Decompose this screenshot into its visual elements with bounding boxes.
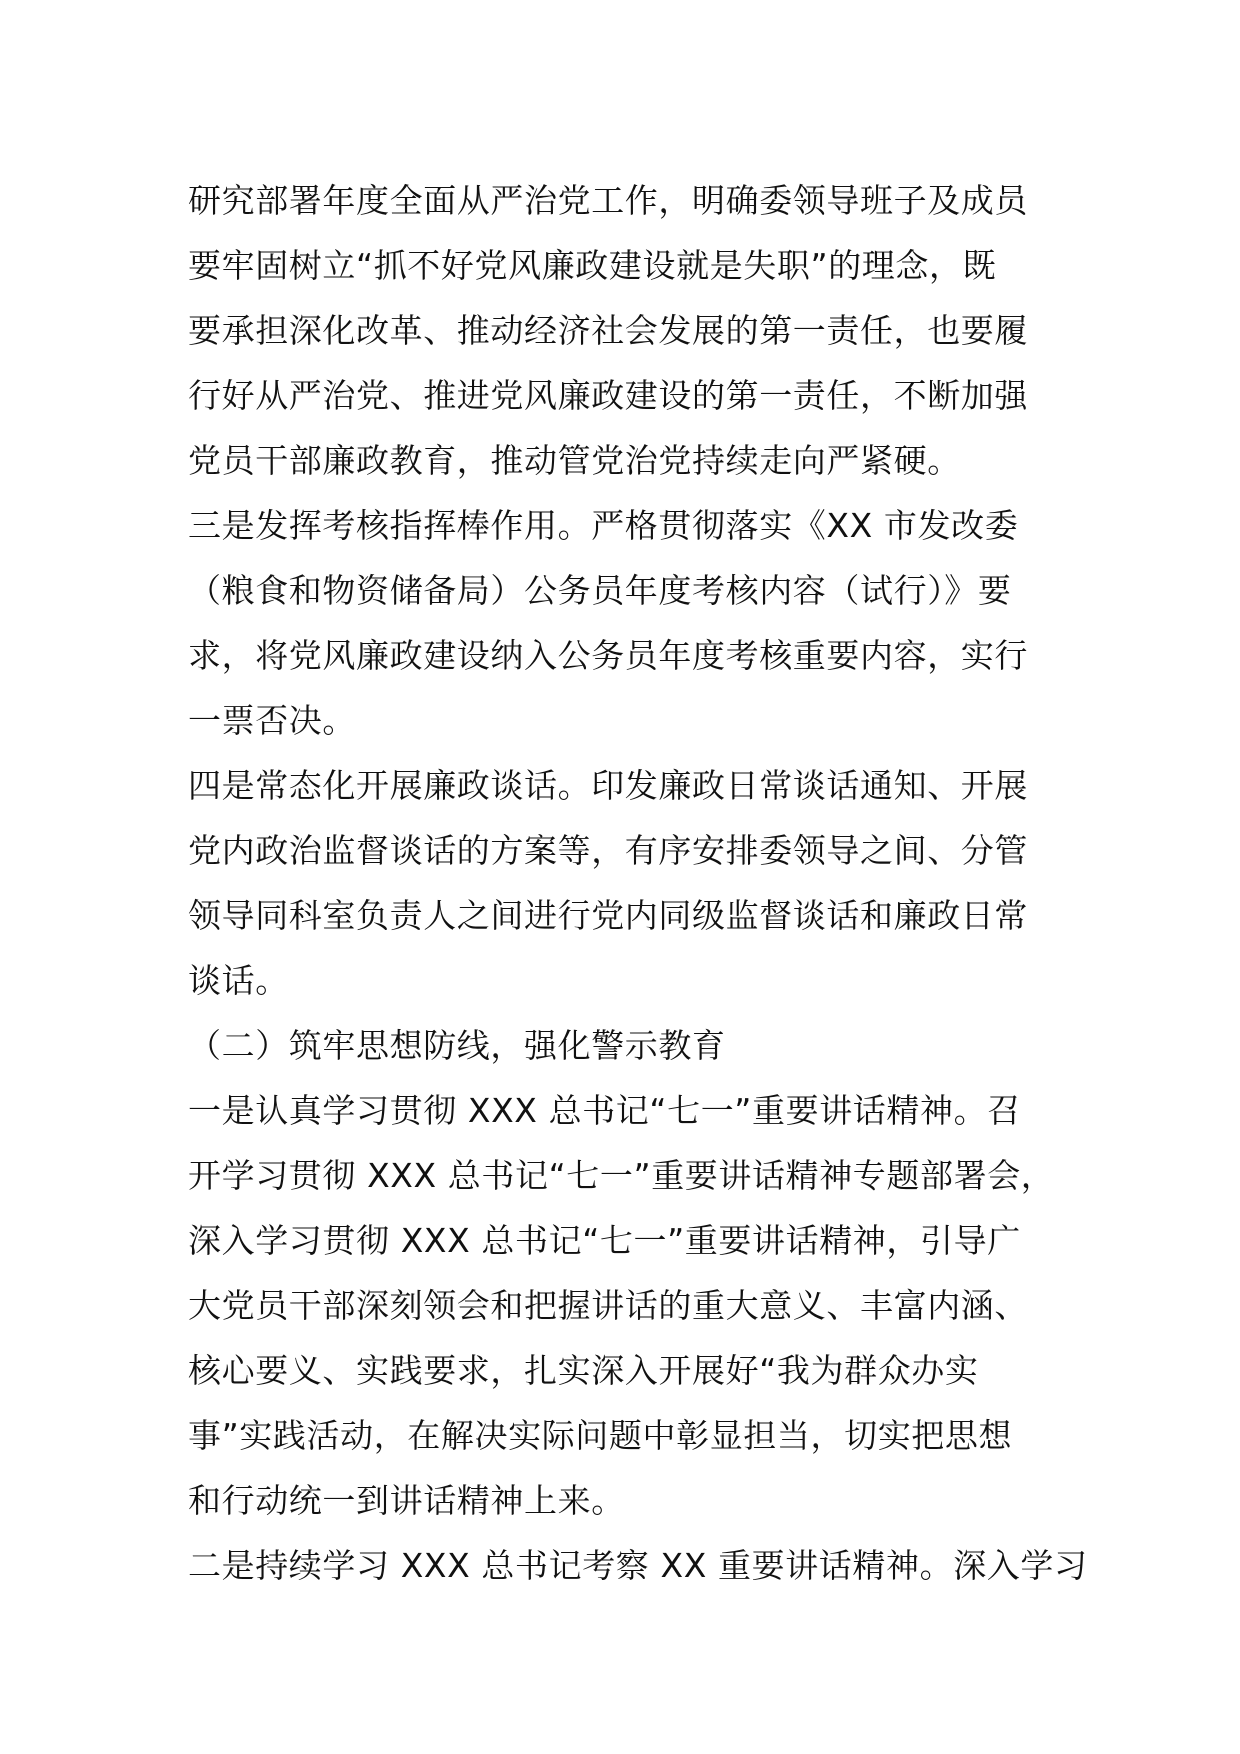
text-line: 党内政治监督谈话的方案等，有序安排委领导之间、分管 bbox=[188, 831, 1028, 870]
document-body bbox=[188, 168, 1088, 1598]
text-line: 求，将党风廉政建设纳入公务员年度考核重要内容，实行 bbox=[188, 636, 1028, 675]
text-line: 深入学习贯彻 XXX 总书记“七一”重要讲话精神，引导广 bbox=[188, 1221, 1021, 1260]
text-line: 要牢固树立“抓不好党风廉政建设就是失职”的理念，既 bbox=[188, 246, 997, 285]
text-line: 党员干部廉政教育，推动管党治党持续走向严紧硬。 bbox=[188, 441, 961, 480]
section-heading: （二）筑牢思想防线，强化警示教育 bbox=[188, 1026, 726, 1065]
text-line: 大党员干部深刻领会和把握讲话的重大意义、丰富内涵、 bbox=[188, 1286, 1028, 1325]
text-line: 行好从严治党、推进党风廉政建设的第一责任，不断加强 bbox=[188, 376, 1028, 415]
text-line: 研究部署年度全面从严治党工作，明确委领导班子及成员 bbox=[188, 181, 1028, 220]
text-line: 领导同科室负责人之间进行党内同级监督谈话和廉政日常 bbox=[188, 896, 1028, 935]
text-line: 和行动统一到讲话精神上来。 bbox=[188, 1481, 625, 1520]
text-line: 四是常态化开展廉政谈话。印发廉政日常谈话通知、开展 bbox=[188, 766, 1028, 805]
text-line: 二是持续学习 XXX 总书记考察 XX 重要讲话精神。深入学习 bbox=[188, 1546, 1088, 1585]
text-line: 三是发挥考核指挥棒作用。严格贯彻落实《XX 市发改委 bbox=[188, 506, 1019, 545]
text-line: 核心要义、实践要求，扎实深入开展好“我为群众办实 bbox=[188, 1351, 979, 1390]
text-line: 要承担深化改革、推动经济社会发展的第一责任，也要履 bbox=[188, 311, 1028, 350]
text-line: （粮食和物资储备局）公务员年度考核内容（试行）》要 bbox=[188, 571, 1012, 610]
text-line: 谈话。 bbox=[188, 961, 289, 1000]
text-line: 一是认真学习贯彻 XXX 总书记“七一”重要讲话精神。召 bbox=[188, 1091, 1021, 1130]
text-line: 事”实践活动，在解决实际问题中彰显担当，切实把思想 bbox=[188, 1416, 1013, 1455]
text-line: 一票否决。 bbox=[188, 701, 356, 740]
text-line: 开学习贯彻 XXX 总书记“七一”重要讲话精神专题部署会， bbox=[188, 1156, 1055, 1195]
